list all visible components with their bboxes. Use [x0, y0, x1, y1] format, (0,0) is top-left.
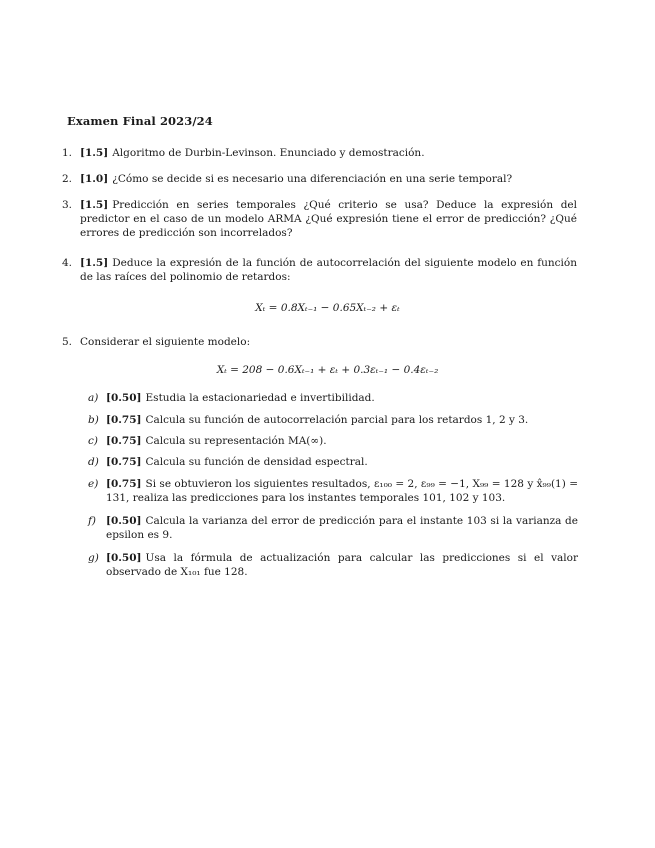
- question-points: [1.5]: [80, 257, 109, 269]
- subitem-b: [88, 413, 578, 427]
- question-4: [62, 256, 577, 284]
- subitem-label: e): [88, 478, 99, 490]
- question-text: Considerar el siguiente modelo:: [80, 336, 251, 348]
- subitem-g: [88, 551, 578, 579]
- question-number: 5.: [62, 336, 73, 348]
- subitem-points: [0.50]: [106, 552, 142, 564]
- subitem-points: [0.75]: [106, 414, 142, 426]
- question-text: ¿Cómo se decide si es necesario una diferenciación en una serie temporal?: [112, 173, 513, 185]
- question-number: 3.: [62, 199, 73, 211]
- question-points: [1.0]: [80, 173, 109, 185]
- question-points: [1.5]: [80, 199, 109, 211]
- question-1: [62, 146, 577, 160]
- subitem-points: [0.50]: [106, 515, 142, 527]
- subitem-label: f): [88, 515, 96, 527]
- question-2: [62, 172, 577, 186]
- question-text: Deduce la expresión de la función de autocorrelación del siguiente modelo en función de las raíces del polinomio de retardos:: [80, 257, 577, 283]
- question-text: Algoritmo de Durbin-Levinson. Enunciado y demostración.: [112, 147, 425, 159]
- subitem-text: Calcula su función de autocorrelación parcial para los retardos 1, 2 y 3.: [145, 414, 529, 426]
- question-points: [1.5]: [80, 147, 109, 159]
- subitem-text: Calcula la varianza del error de predicción para el instante 103 si la varianza de epsilon es 9.: [106, 515, 578, 541]
- exam-title: Examen Final 2023/24: [67, 114, 213, 128]
- subitem-text: Calcula su representación MA(∞).: [145, 435, 327, 447]
- subitem-label: b): [88, 414, 99, 426]
- subitem-a: [88, 391, 578, 405]
- question-5-formula: Xₜ = 208 − 0.6Xₜ₋₁ + εₜ + 0.3εₜ₋₁ − 0.4εₜ₋₂: [216, 364, 439, 376]
- subitem-text: Si se obtuvieron los siguientes resultados, ε₁₀₀ = 2, ε₉₉ = −1, X₉₉ = 128 y x̂₉₉(1) = 131, realiza las predicciones para los instantes temporales 101, 102 y 103.: [106, 478, 578, 504]
- question-5: [62, 335, 577, 349]
- subitem-points: [0.75]: [106, 478, 142, 490]
- subitem-text: Estudia la estacionariedad e invertibilidad.: [145, 392, 375, 404]
- subitem-label: a): [88, 392, 99, 404]
- question-text: Predicción en series temporales ¿Qué criterio se usa? Deduce la expresión del predictor en el caso de un modelo ARMA ¿Qué expresión tiene el error de predicción? ¿Qué errores de predicción son incorrelados?: [80, 199, 577, 239]
- subitem-label: g): [88, 552, 99, 564]
- subitem-label: d): [88, 456, 99, 468]
- question-4-formula: Xₜ = 0.8Xₜ₋₁ − 0.65Xₜ₋₂ + εₜ: [255, 302, 400, 314]
- subitem-d: [88, 455, 578, 469]
- subitem-label: c): [88, 435, 98, 447]
- question-number: 2.: [62, 173, 73, 185]
- question-number: 1.: [62, 147, 73, 159]
- subitem-c: [88, 434, 578, 448]
- subitem-points: [0.75]: [106, 456, 142, 468]
- subitem-text: Calcula su función de densidad espectral.: [145, 456, 368, 468]
- subitem-e: [88, 477, 578, 505]
- subitem-f: [88, 514, 578, 542]
- subitem-points: [0.50]: [106, 392, 142, 404]
- question-number: 4.: [62, 257, 73, 269]
- subitem-text: Usa la fórmula de actualización para calcular las predicciones si el valor observado de X₁₀₁ fue 128.: [106, 552, 578, 578]
- subitem-points: [0.75]: [106, 435, 142, 447]
- question-3: [62, 198, 577, 240]
